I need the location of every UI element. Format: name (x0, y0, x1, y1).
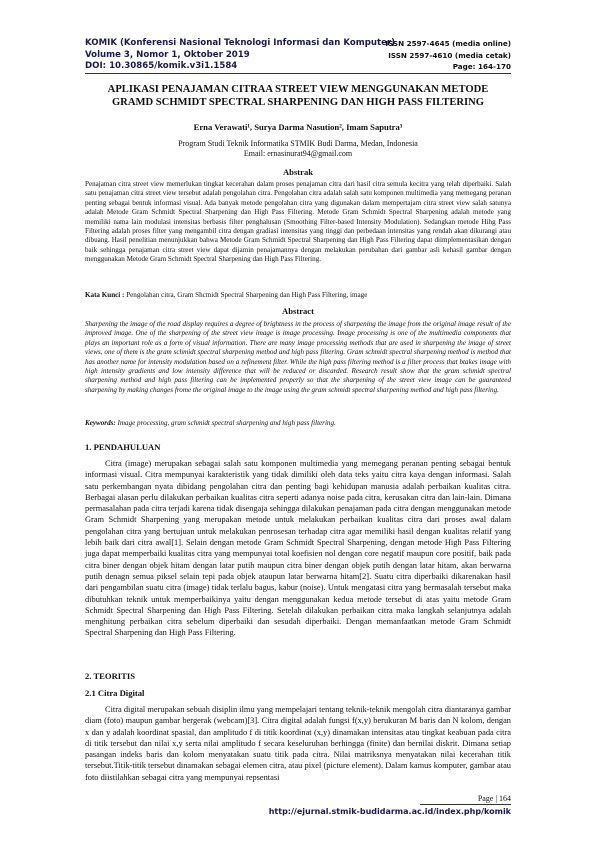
section-2-1-paragraph: Citra digital merupakan sebuah disiplin ilmu yang mempelajari tentang teknik-teknik mengolah citra diantaranya gambar diam (foto) maupun gambar bergerak (webcam)[3]. Citra digital adalah fungsi f(x,y) berukuran M baris dan N kolom, dengan x dan y adalah koordinat spasial, dan amplitudo f di titik koordinat (x,y) dinamakan intensitas atau tingkat keabuan pada citra di titik tersebut dan nilai x,y serta nilai amplitudo f secara keseluruhan berhingga (finite) dan bernilai diskrit. Dimana setiap pasangan indeks baris dan kolom menyatakan suatu titik pada citra. Nilai matriksnya menyatakan nilai kecerahan titik tersebut.Titik-titik tersebut dinamakan sebagai elemen citra, atau pixel (picture element). Dalam kamus komputer, gambar atau foto diistilahkan sebagai citra yang mempunyai repsentasi (85, 705, 511, 782)
issn-block (385, 38, 511, 73)
section-2-1-body (85, 704, 511, 792)
title-line-1: APLIKASI PENAJAMAN CITRAA STREET VIEW MENGGUNAKAN METODE (107, 84, 489, 95)
kata-kunci-label: Kata Kunci : (85, 291, 125, 299)
page-header (85, 38, 511, 73)
doi: DOI: 10.30865/komik.v3i1.1584 (85, 61, 238, 71)
title-line-2: GRAMD SCHMIDT SPECTRAL SHARPENING DAN HIGH PASS FILTERING (111, 96, 485, 108)
abstrak-body (85, 180, 511, 265)
section-2-heading: 2. TEORITIS (85, 671, 135, 681)
authors: Erna Verawati¹, Surya Darma Nasution², Imam Saputra³ (193, 122, 403, 132)
keywords: Image processing, gram schmidt spectral sharpening and high pass filtering. (117, 419, 336, 427)
volume-info: Volume 3, Nomor 1, Oktober 2019 (85, 49, 250, 60)
keywords-label: Keywords: (85, 419, 116, 427)
abstract-body (85, 320, 511, 395)
page-number: Page | 164 (477, 794, 511, 803)
page-range: Page: 164-170 (452, 62, 511, 71)
email: Email: ernasinurat94@gmail.com (243, 149, 353, 158)
section-1-heading: 1. PENDAHULUAN (85, 442, 161, 452)
section-2-1-heading: 2.1 Citra Digital (85, 688, 145, 698)
keywords-line (85, 419, 511, 428)
affiliation: Program Studi Teknik Informatika STMIK Budi Darma, Medan, Indonesia (178, 139, 418, 148)
issn-online: ISSN 2597-4645 (media online) (385, 39, 511, 48)
journal-url[interactable]: http://ejurnal.stmik-budidarma.ac.id/index.php/komik (268, 807, 511, 816)
paper-title (85, 84, 511, 109)
header-rule (85, 73, 511, 74)
journal-name: KOMIK (Konferensi Nasional Teknologi Informasi dan Komputer) (85, 38, 396, 48)
abstract-text: Sharpening the image of the road display requires a degree of brightness in the process of sharpening the image from the original image result of the improved image. One of the sharpening of the street view image is image processing. Image processing is one of the multimedia components that plays an important role as a form of visual information. There are many image processing methods that are used in sharpening the image of street views, one of them is the gram schmidt spectral sharpening method and high pass filtering. Gram schmidt spectral sharpening method is method that has another name for intensity modulation based on a refinement filter. While the high pass filtering method is a filter process that btakes image with high intensity gradients and low intensity difference that will be reduced or discarded. Research result show that the gram schmidt spectral sharpening method and high pass filtering can be implemented properly so that the sharpening of the street view image can be guaranteed sharpening by making changes frome the original image to the image using the gram schmidt spectral sharpening method and high pass filtering. (85, 320, 511, 394)
issn-print: ISSN 2597-4610 (media cetak) (388, 50, 511, 60)
affiliation-block (85, 139, 511, 159)
kata-kunci-line (85, 291, 511, 300)
abstrak-heading: Abstrak (282, 167, 314, 177)
section-1-paragraph: Citra (image) merupakan sebagai salah satu komponen multimedia yang memegang peranan penting sebagai bentuk informasi visual. Citra mempunyai karakteristik yang tidak dimiliki oleh data teks yaitu citra kaya dengan informasi. Salah satu perkembangan nyata dibidang pengolahan citra dan penting bagi kehidupan manusia adalah perbaikan kualitas citra. Berbagai alasan perlu dilakukan perbaikan kualitas citra seperti adanya noise pada citra, kerusakan citra dan lain-lain. Dimana permasalahan pada citra terjadi karena tidak disengaja sehingga dilakukan penajaman pada citra dengan menggunakan metode Gram Schmidt Sharpening yang merupakan metode untuk melakukan perbaikan kualitas citra dari proses awal dalam pengolahan citra yang bertujuan untuk melakukan penrosesan terhadap citra agar memiliki hasil dengan kualitas relatif yang lebih baik dari citra awal[1]. Selain dengan metode Gram Schmidt Spectral Sharpening, dengan metode High Pass Filtering juga dapat memperbaiki kualitas citra yang mempunyai total koefisien nol dengan core negatif maupun core positif, baik pada citra biner dengan objek hitam dengan latar putih maupun citra biner dengan objek putih dengan latar hitam, akan berwarna putih denagn semua piksel selain tepi pada objek ataupun latar berwarna hitam[2]. Suatu citra diperbaiki dikarenakan hasil dari pengambilan suatu citra (image) tidak terlalu bagus, kabur (noise). Untuk mengatasi citra yang bermasalah tersebut maka dibutuhkan teknik untuk memperbaikinya yaitu dengan menggunakan kedua metode tersebut di atas yaitu metode Gram Schmidt Spectral Sharpening dan High Pass Filtering. Setelah dilakukan perbaikan citra maka langkah selanjutnya adalah menghitung perbaikan citra sebelum diperbaiki dan sesudah diperbaiki. Dengan memanfaatkan metode Gram Schmidt Spectral Sharpening dan High Pass Filtering. (85, 459, 511, 638)
abstrak-text: Penajaman citra street view memerlukan tingkat kecerahan dalam proses penajaman citra dari hasil citra semula kecitra yang telah diperbaiki. Salah satu penajaman citra street view tersebut adalah pengolahan citra. Pengolahan citra adalah salah satu komponen multimedia yang memegang peranan penting sebagai bentuk informasi visual. Ada banyak metode pengolahan citra yang digunakan dalam mempertajam citra street view salah satunya adalah Metode Gram Schmidt Spectral Sharpening dan High Pass Filtering. Metode Gram Schmidt Spectral Sharpening adalah metode yang memiliki nama lain modulasi intensitas berbasis filter penghalusan (Smoothing Filter-based Intensity Modulation). Sedangkan metode Hihg Pass Filtering adalah proses filter yang mengambil citra dengan gradiasi intensitas yang tinggi dan perbedaan intensitas yang rendah akan dikurangi atau dibuang. Hasil penelitian menunjukkan bahwa Metode Gram Schmidt Spectral Sharpening dan High Pass Filtering dapat diimplementasikan dengan baik sehingga penajaman citra street view dapat dijamin penajamannya dengan melakukan perubahan dari gambar asli kehasil gambar dengan menggunakan Metode Gram Schmidt Spectral Sharpening dan High Pass Filtering. (85, 180, 511, 264)
section-1-body (85, 458, 511, 639)
kata-kunci: Pengolahan citra, Gram Shcmidt Spectral Sharpening dan High Pass Filtering, image (126, 291, 368, 299)
footer-rule (420, 804, 511, 805)
abstract-heading: Abstract (282, 306, 314, 316)
